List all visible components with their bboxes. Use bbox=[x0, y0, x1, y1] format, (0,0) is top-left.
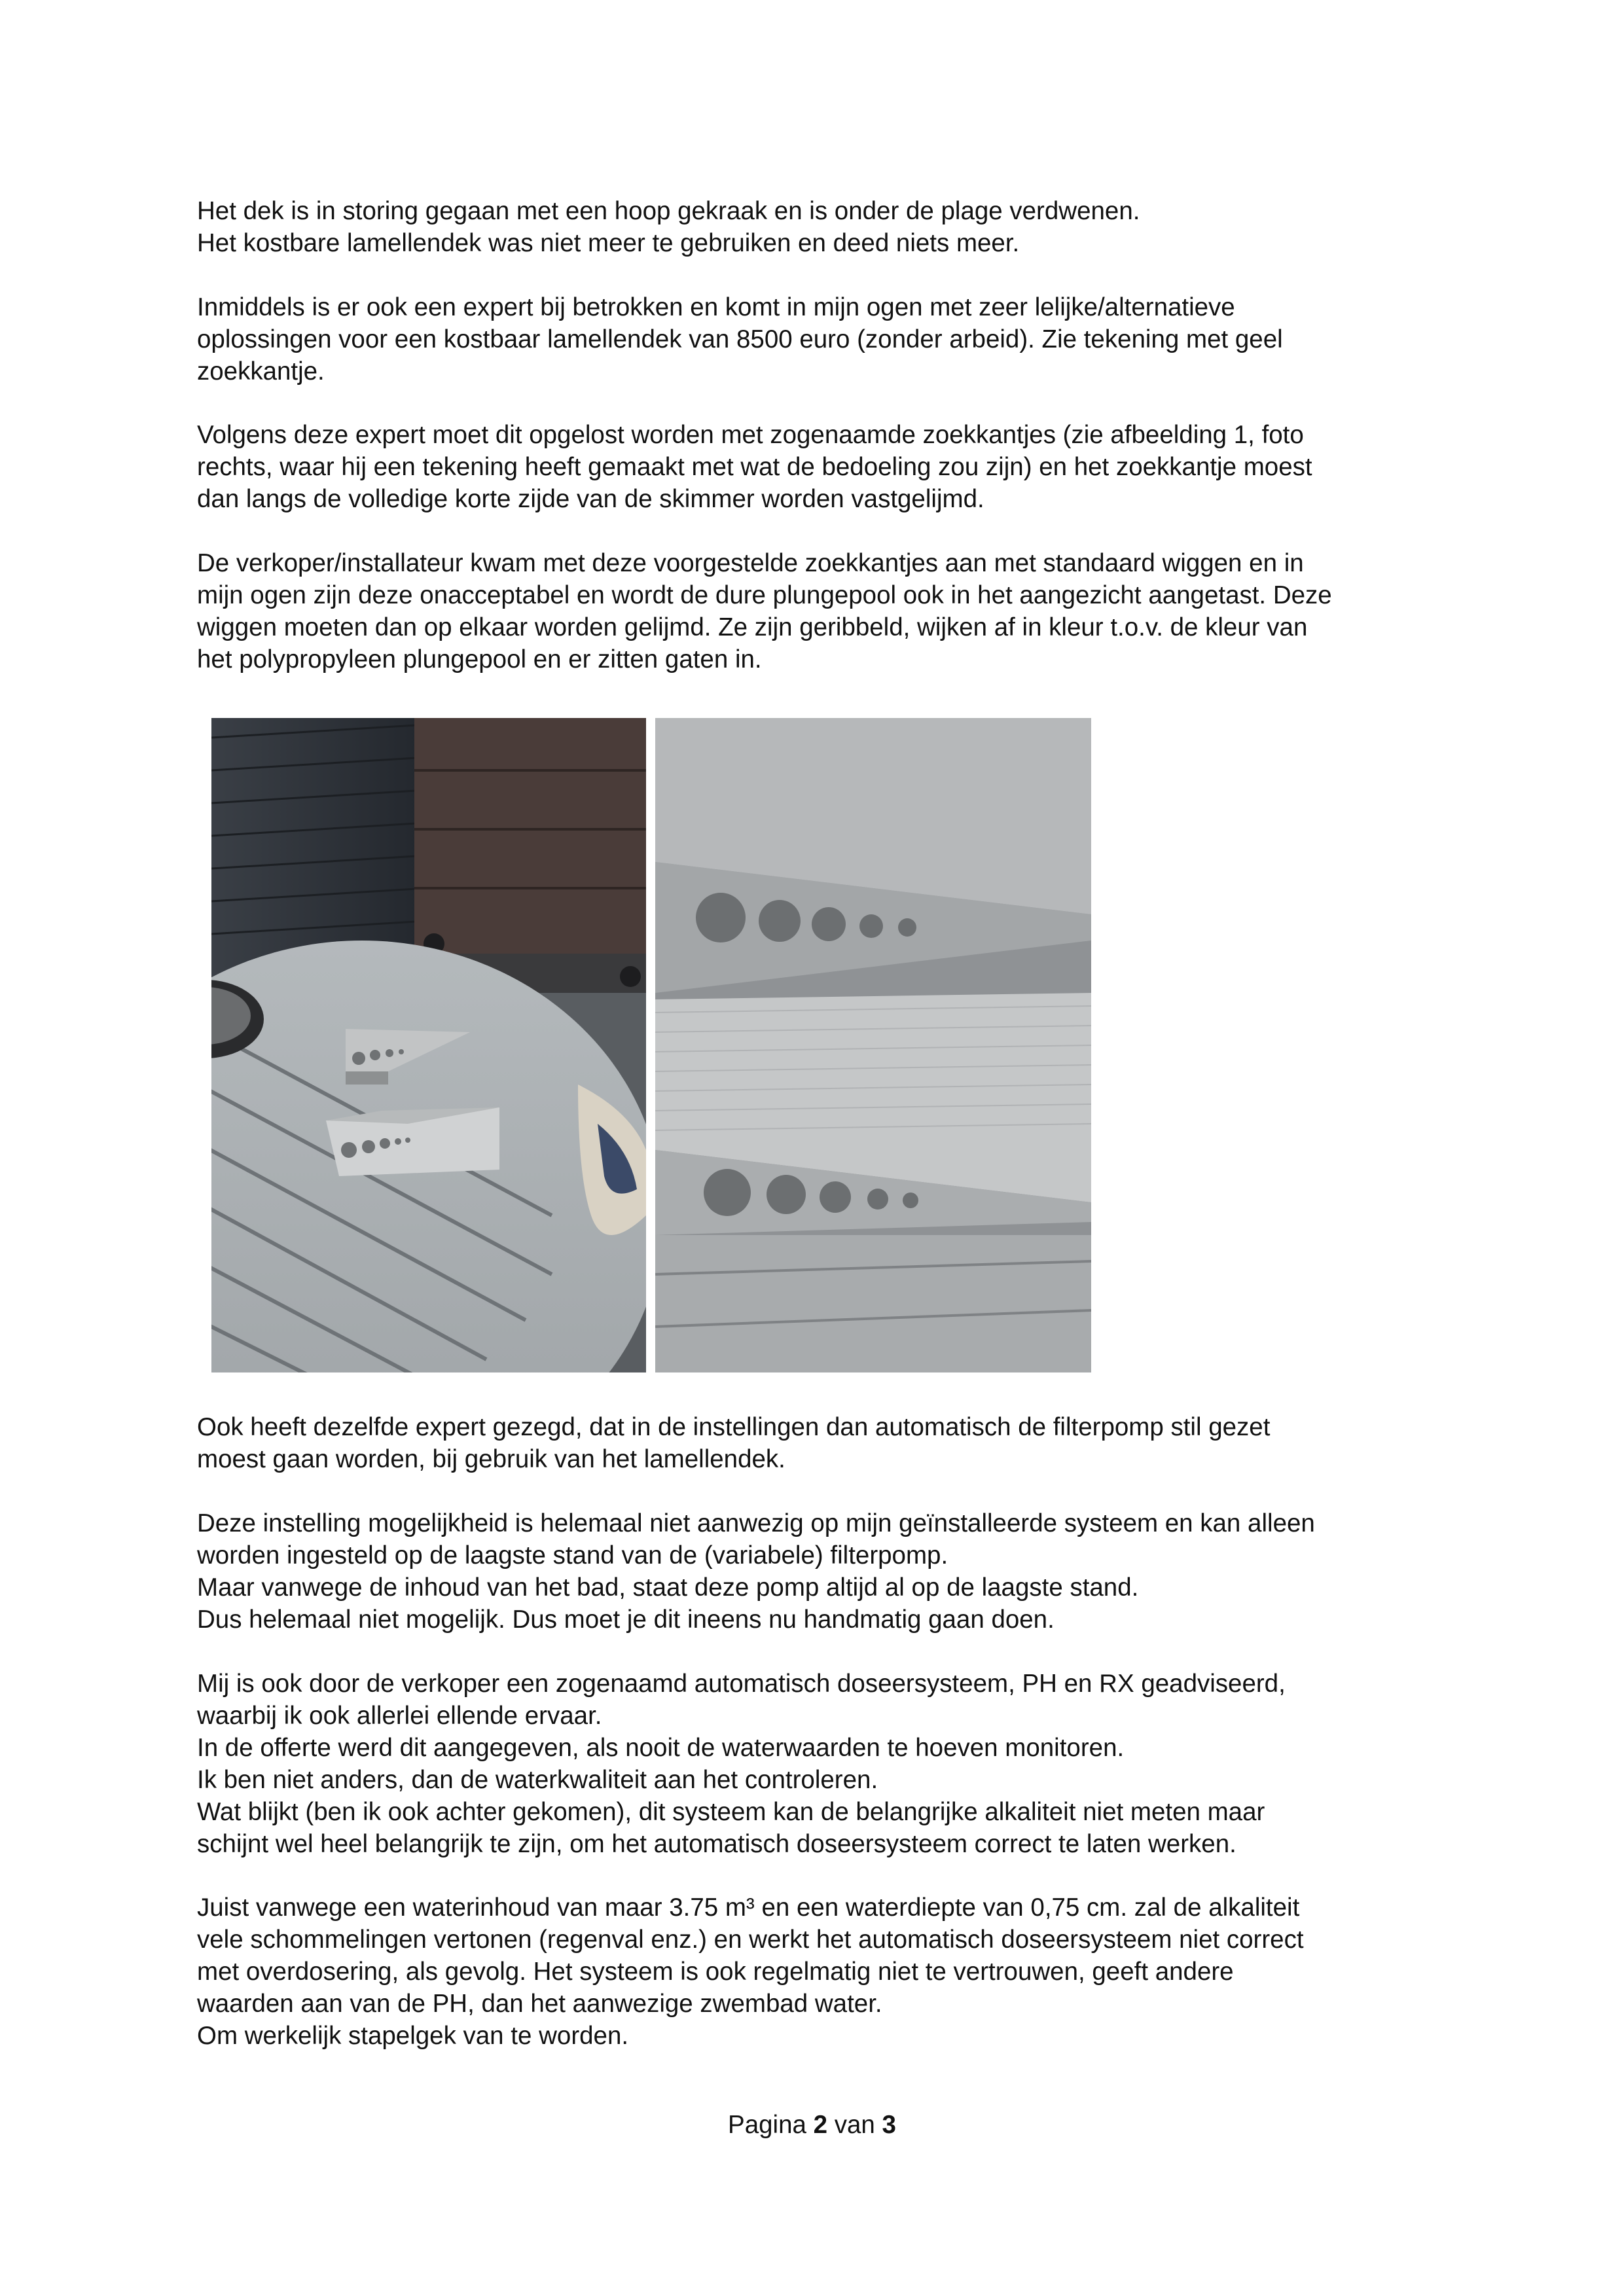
paragraph-5 bbox=[197, 1411, 1467, 1475]
text-line: waarden aan van de PH, dan het aanwezige zwembad water. bbox=[197, 1990, 882, 2018]
paragraph-3 bbox=[197, 419, 1467, 515]
paragraph-4 bbox=[197, 547, 1467, 675]
text-line: dan langs de volledige korte zijde van de skimmer worden vastgelijmd. bbox=[197, 485, 984, 513]
text-line: vele schommelingen vertonen (regenval enz.) en werkt het automatisch doseersysteem niet correct bbox=[197, 1926, 1304, 1954]
total-page-count: 3 bbox=[882, 2111, 896, 2139]
text-line: In de offerte werd dit aangegeven, als nooit de waterwaarden te hoeven monitoren. bbox=[197, 1734, 1125, 1762]
text-line: rechts, waar hij een tekening heeft gemaakt met wat de bedoeling zou zijn) en het zoekkantje moest bbox=[197, 453, 1312, 481]
text-line: Het kostbare lamellendek was niet meer te gebruiken en deed niets meer. bbox=[197, 229, 1020, 257]
paragraph-7 bbox=[197, 1668, 1467, 1860]
text-line: moest gaan worden, bij gebruik van het lamellendek. bbox=[197, 1445, 785, 1473]
photo-wedges-on-table bbox=[211, 718, 646, 1372]
text-line: waarbij ik ook allerlei ellende ervaar. bbox=[197, 1702, 602, 1730]
text-line: schijnt wel heel belangrijk te zijn, om het automatisch doseersysteem correct te laten werken. bbox=[197, 1830, 1236, 1858]
text-line: De verkoper/installateur kwam met deze voorgestelde zoekkantjes aan met standaard wiggen en in bbox=[197, 549, 1304, 577]
current-page-number: 2 bbox=[813, 2111, 828, 2139]
paragraph-2 bbox=[197, 291, 1467, 387]
page-label-middle: van bbox=[827, 2111, 882, 2139]
text-line: oplossingen voor een kostbaar lamellendek van 8500 euro (zonder arbeid). Zie tekening met geel bbox=[197, 325, 1283, 353]
text-line: Inmiddels is er ook een expert bij betrokken en komt in mijn ogen met zeer lelijke/alternatieve bbox=[197, 293, 1235, 321]
text-line: worden ingesteld op de laagste stand van de (variabele) filterpomp. bbox=[197, 1541, 948, 1570]
text-line: wiggen moeten dan op elkaar worden gelijmd. Ze zijn geribbeld, wijken af in kleur t.o.v. de kleur van bbox=[197, 613, 1308, 641]
text-line: Maar vanwege de inhoud van het bad, staat deze pomp altijd al op de laagste stand. bbox=[197, 1573, 1139, 1602]
text-line: Ik ben niet anders, dan de waterkwaliteit aan het controleren. bbox=[197, 1766, 878, 1794]
text-line: Juist vanwege een waterinhoud van maar 3.75 m³ en een waterdiepte van 0,75 cm. zal de alkaliteit bbox=[197, 1893, 1300, 1922]
paragraph-1 bbox=[197, 195, 1467, 259]
text-line: mijn ogen zijn deze onacceptabel en wordt de dure plungepool ook in het aangezicht aangetast. Deze bbox=[197, 581, 1332, 609]
text-line: Deze instelling mogelijkheid is helemaal niet aanwezig op mijn geïnstalleerde systeem en kan alleen bbox=[197, 1509, 1315, 1537]
text-line: zoekkantje. bbox=[197, 357, 325, 386]
text-line: Ook heeft dezelfde expert gezegd, dat in de instellingen dan automatisch de filterpomp stil gezet bbox=[197, 1413, 1271, 1441]
paragraph-8 bbox=[197, 1892, 1467, 2052]
text-line: Volgens deze expert moet dit opgelost worden met zogenaamde zoekkantjes (zie afbeelding 1, foto bbox=[197, 421, 1304, 449]
text-line: Wat blijkt (ben ik ook achter gekomen), dit systeem kan de belangrijke alkaliteit niet meten maar bbox=[197, 1798, 1265, 1826]
text-line: het polypropyleen plungepool en er zitten gaten in. bbox=[197, 645, 762, 673]
text-line: Dus helemaal niet mogelijk. Dus moet je dit ineens nu handmatig gaan doen. bbox=[197, 1605, 1055, 1634]
page-number-footer bbox=[0, 2109, 1624, 2141]
photo-wedges-closeup bbox=[655, 718, 1091, 1372]
page-label-prefix: Pagina bbox=[728, 2111, 814, 2139]
text-line: Om werkelijk stapelgek van te worden. bbox=[197, 2022, 629, 2050]
paragraph-6 bbox=[197, 1507, 1467, 1636]
text-line: Het dek is in storing gegaan met een hoop gekraak en is onder de plage verdwenen. bbox=[197, 197, 1140, 225]
text-line: Mij is ook door de verkoper een zogenaamd automatisch doseersysteem, PH en RX geadviseerd, bbox=[197, 1670, 1286, 1698]
text-line: met overdosering, als gevolg. Het systeem is ook regelmatig niet te vertrouwen, geeft andere bbox=[197, 1958, 1234, 1986]
